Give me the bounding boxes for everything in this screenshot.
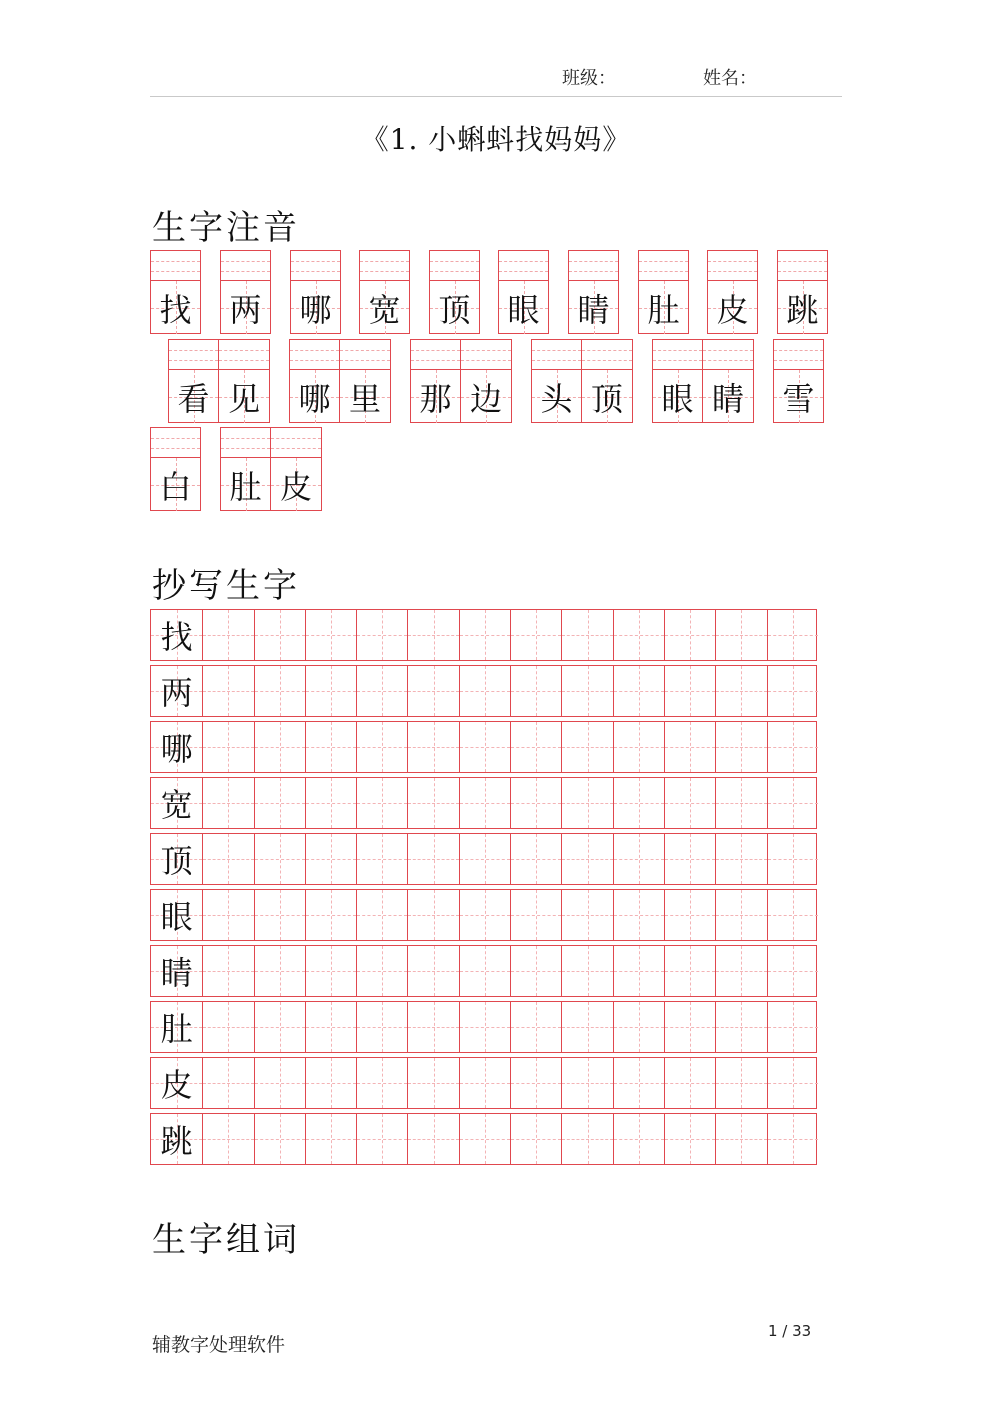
pinyin-cell (773, 339, 824, 423)
practice-row (150, 721, 817, 773)
hanzi-box (290, 370, 339, 423)
pinyin-writing-area[interactable] (430, 251, 479, 281)
practice-cell[interactable] (561, 778, 612, 828)
practice-cell[interactable] (510, 1114, 561, 1164)
practice-cell[interactable] (510, 666, 561, 716)
practice-cell[interactable] (561, 722, 612, 772)
pinyin-writing-area[interactable] (774, 340, 823, 370)
pinyin-cell (429, 250, 480, 334)
pinyin-cell (220, 250, 271, 334)
practice-cell[interactable] (407, 1002, 458, 1052)
hanzi-char: 两 (229, 290, 262, 329)
hanzi-box (703, 370, 753, 423)
practice-cell[interactable] (561, 890, 612, 940)
practice-cell[interactable] (510, 778, 561, 828)
pinyin-group (150, 250, 201, 334)
hanzi-char: 睛 (711, 379, 744, 418)
model-char-cell (151, 1058, 202, 1108)
practice-cell[interactable] (459, 610, 510, 660)
practice-cell[interactable] (202, 946, 253, 996)
model-char-cell (151, 722, 202, 772)
practice-cell[interactable] (254, 1058, 305, 1108)
practice-row (150, 945, 817, 997)
practice-cell[interactable] (202, 890, 253, 940)
hanzi-box (151, 458, 200, 511)
hanzi-box (411, 370, 460, 423)
practice-cell[interactable] (254, 946, 305, 996)
pinyin-writing-area[interactable] (360, 251, 409, 281)
pinyin-cell (290, 250, 341, 334)
pinyin-cell (340, 339, 391, 423)
practice-cell[interactable] (305, 834, 356, 884)
practice-cell[interactable] (664, 890, 715, 940)
practice-cell[interactable] (664, 722, 715, 772)
practice-cell[interactable] (305, 946, 356, 996)
model-char: 眼 (160, 898, 193, 936)
hanzi-box (532, 370, 581, 423)
practice-cell[interactable] (202, 778, 253, 828)
practice-cell[interactable] (356, 890, 407, 940)
pinyin-group (359, 250, 410, 334)
pinyin-cell (703, 339, 754, 423)
practice-cell[interactable] (407, 834, 458, 884)
page-number: 1 / 33 (768, 1322, 812, 1340)
hanzi-char: 肚 (647, 290, 680, 329)
practice-cell[interactable] (715, 1114, 766, 1164)
practice-cell[interactable] (561, 946, 612, 996)
hanzi-box (774, 370, 823, 423)
model-char-cell (151, 890, 202, 940)
section-title-pinyin: 生字注音 (152, 208, 300, 248)
practice-cell[interactable] (715, 722, 766, 772)
practice-cell[interactable] (407, 722, 458, 772)
hanzi-box (221, 281, 270, 334)
hanzi-box (582, 370, 632, 423)
practice-cell[interactable] (613, 1058, 664, 1108)
practice-cell[interactable] (356, 1114, 407, 1164)
practice-cell[interactable] (561, 666, 612, 716)
pinyin-cell (150, 427, 201, 511)
practice-cell[interactable] (715, 778, 766, 828)
practice-cell[interactable] (305, 1002, 356, 1052)
practice-cell[interactable] (510, 890, 561, 940)
practice-cell[interactable] (613, 1002, 664, 1052)
pinyin-writing-area[interactable] (778, 251, 827, 281)
practice-cell[interactable] (356, 778, 407, 828)
practice-cell[interactable] (305, 778, 356, 828)
pinyin-cell (707, 250, 758, 334)
pinyin-cell (289, 339, 340, 423)
practice-cell[interactable] (459, 946, 510, 996)
hanzi-char: 找 (159, 290, 192, 329)
hanzi-char: 哪 (299, 290, 332, 329)
model-char: 肚 (160, 1010, 193, 1048)
pinyin-writing-area[interactable] (708, 251, 757, 281)
practice-cell[interactable] (305, 890, 356, 940)
practice-cell[interactable] (407, 946, 458, 996)
practice-cell[interactable] (305, 1058, 356, 1108)
hanzi-char: 顶 (438, 290, 471, 329)
practice-cell[interactable] (202, 666, 253, 716)
pinyin-cell (359, 250, 410, 334)
hanzi-box (221, 458, 270, 511)
model-char: 睛 (160, 954, 193, 992)
practice-cell[interactable] (715, 610, 766, 660)
practice-cell[interactable] (510, 834, 561, 884)
model-char-cell (151, 834, 202, 884)
pinyin-group (429, 250, 480, 334)
practice-cell[interactable] (613, 610, 664, 660)
practice-cell[interactable] (407, 1058, 458, 1108)
model-char: 宽 (160, 786, 193, 824)
practice-cell[interactable] (459, 1058, 510, 1108)
practice-cell[interactable] (510, 722, 561, 772)
practice-cell[interactable] (664, 666, 715, 716)
hanzi-box (219, 370, 269, 423)
practice-cell[interactable] (767, 666, 818, 716)
model-char: 顶 (160, 842, 193, 880)
pinyin-group (168, 339, 270, 423)
pinyin-writing-area[interactable] (340, 340, 390, 370)
practice-cell[interactable] (459, 722, 510, 772)
practice-cell[interactable] (613, 946, 664, 996)
practice-cell[interactable] (407, 890, 458, 940)
pinyin-writing-area[interactable] (703, 340, 753, 370)
practice-cell[interactable] (459, 778, 510, 828)
practice-cell[interactable] (356, 722, 407, 772)
pinyin-cell (410, 339, 461, 423)
hanzi-box (360, 281, 409, 334)
pinyin-writing-area[interactable] (290, 340, 339, 370)
hanzi-char: 那 (419, 379, 452, 418)
hanzi-box (430, 281, 479, 334)
practice-cell[interactable] (767, 946, 818, 996)
practice-cell[interactable] (202, 1058, 253, 1108)
hanzi-box (340, 370, 390, 423)
hanzi-char: 皮 (279, 467, 312, 506)
hanzi-char: 里 (348, 379, 381, 418)
practice-row (150, 1113, 817, 1165)
practice-cell[interactable] (202, 610, 253, 660)
pinyin-group (707, 250, 758, 334)
hanzi-char: 白 (159, 467, 192, 506)
practice-cell[interactable] (613, 778, 664, 828)
practice-cell[interactable] (613, 890, 664, 940)
pinyin-cell (219, 339, 270, 423)
pinyin-cell (461, 339, 512, 423)
pinyin-cell (150, 250, 201, 334)
practice-cell[interactable] (202, 834, 253, 884)
practice-cell[interactable] (613, 834, 664, 884)
hanzi-box (461, 370, 511, 423)
model-char-cell (151, 1114, 202, 1164)
pinyin-group (410, 339, 512, 423)
practice-cell[interactable] (715, 666, 766, 716)
hanzi-char: 皮 (716, 290, 749, 329)
hanzi-box (151, 281, 200, 334)
pinyin-cell (568, 250, 619, 334)
practice-cell[interactable] (613, 666, 664, 716)
hanzi-char: 边 (469, 379, 502, 418)
practice-row (150, 609, 817, 661)
practice-cell[interactable] (561, 1114, 612, 1164)
practice-cell[interactable] (664, 1002, 715, 1052)
practice-cell[interactable] (356, 834, 407, 884)
pinyin-cell (531, 339, 582, 423)
pinyin-cell (652, 339, 703, 423)
pinyin-group (531, 339, 633, 423)
hanzi-box (499, 281, 548, 334)
practice-cell[interactable] (767, 890, 818, 940)
pinyin-writing-area[interactable] (653, 340, 702, 370)
practice-cell[interactable] (715, 946, 766, 996)
pinyin-group (290, 250, 341, 334)
hanzi-char: 看 (177, 379, 210, 418)
model-char-cell (151, 778, 202, 828)
practice-cell[interactable] (459, 1002, 510, 1052)
pinyin-cell (582, 339, 633, 423)
practice-row (150, 833, 817, 885)
practice-cell[interactable] (664, 610, 715, 660)
model-char: 跳 (160, 1122, 193, 1160)
practice-cell[interactable] (407, 1114, 458, 1164)
footer-software-name: 辅教字处理软件 (152, 1334, 286, 1356)
pinyin-writing-area[interactable] (271, 428, 321, 458)
practice-cell[interactable] (767, 1058, 818, 1108)
pinyin-writing-area[interactable] (582, 340, 632, 370)
hanzi-box (271, 458, 321, 511)
pinyin-cell (498, 250, 549, 334)
practice-cell[interactable] (254, 722, 305, 772)
practice-cell[interactable] (613, 722, 664, 772)
practice-cell[interactable] (305, 722, 356, 772)
hanzi-char: 眼 (507, 290, 540, 329)
pinyin-group (568, 250, 619, 334)
pinyin-writing-area[interactable] (461, 340, 511, 370)
hanzi-char: 睛 (577, 290, 610, 329)
model-char-cell (151, 946, 202, 996)
model-char: 皮 (160, 1066, 193, 1104)
hanzi-char: 见 (227, 379, 260, 418)
practice-row (150, 777, 817, 829)
practice-cell[interactable] (767, 1114, 818, 1164)
pinyin-cell (271, 427, 322, 511)
practice-cell[interactable] (254, 778, 305, 828)
practice-cell[interactable] (767, 778, 818, 828)
hanzi-box (708, 281, 757, 334)
pinyin-writing-area[interactable] (639, 251, 688, 281)
practice-cell[interactable] (510, 610, 561, 660)
hanzi-box (778, 281, 827, 334)
pinyin-cell (220, 427, 271, 511)
model-char-cell (151, 666, 202, 716)
practice-cell[interactable] (664, 1058, 715, 1108)
practice-cell[interactable] (664, 946, 715, 996)
pinyin-group (773, 339, 824, 423)
hanzi-char: 头 (540, 379, 573, 418)
practice-cell[interactable] (561, 1002, 612, 1052)
practice-row (150, 1001, 817, 1053)
practice-cell[interactable] (459, 834, 510, 884)
hanzi-box (639, 281, 688, 334)
section-title-words: 生字组词 (152, 1220, 300, 1260)
practice-cell[interactable] (715, 1002, 766, 1052)
pinyin-writing-area[interactable] (569, 251, 618, 281)
practice-cell[interactable] (561, 834, 612, 884)
pinyin-cell (777, 250, 828, 334)
header-divider (150, 96, 842, 97)
practice-cell[interactable] (254, 890, 305, 940)
practice-cell[interactable] (664, 1114, 715, 1164)
practice-cell[interactable] (715, 834, 766, 884)
practice-cell[interactable] (561, 1058, 612, 1108)
practice-cell[interactable] (664, 778, 715, 828)
model-char: 哪 (160, 730, 193, 768)
practice-cell[interactable] (767, 1002, 818, 1052)
model-char: 找 (160, 618, 193, 656)
practice-cell[interactable] (407, 610, 458, 660)
pinyin-writing-area[interactable] (499, 251, 548, 281)
practice-cell[interactable] (356, 610, 407, 660)
model-char-cell (151, 1002, 202, 1052)
pinyin-writing-area[interactable] (291, 251, 340, 281)
practice-cell[interactable] (202, 1114, 253, 1164)
hanzi-char: 宽 (368, 290, 401, 329)
pinyin-group (777, 250, 828, 334)
hanzi-char: 跳 (786, 290, 819, 329)
pinyin-group (638, 250, 689, 334)
practice-cell[interactable] (356, 1002, 407, 1052)
practice-cell[interactable] (407, 666, 458, 716)
practice-cell[interactable] (510, 1002, 561, 1052)
practice-cell[interactable] (254, 834, 305, 884)
practice-cell[interactable] (613, 1114, 664, 1164)
pinyin-cell (638, 250, 689, 334)
practice-cell[interactable] (561, 610, 612, 660)
model-char: 两 (160, 674, 193, 712)
pinyin-writing-area[interactable] (532, 340, 581, 370)
hanzi-box (169, 370, 218, 423)
practice-cell[interactable] (305, 666, 356, 716)
hanzi-char: 雪 (782, 379, 815, 418)
hanzi-box (653, 370, 702, 423)
hanzi-char: 顶 (590, 379, 623, 418)
pinyin-writing-area[interactable] (219, 340, 269, 370)
model-char-cell (151, 610, 202, 660)
student-name-label: 姓名： (703, 68, 757, 89)
pinyin-writing-area[interactable] (169, 340, 218, 370)
practice-cell[interactable] (305, 1114, 356, 1164)
practice-row (150, 889, 817, 941)
practice-cell[interactable] (767, 610, 818, 660)
practice-cell[interactable] (254, 1002, 305, 1052)
pinyin-writing-area[interactable] (221, 251, 270, 281)
practice-cell[interactable] (254, 610, 305, 660)
pinyin-writing-area[interactable] (151, 428, 200, 458)
pinyin-group (289, 339, 391, 423)
practice-cell[interactable] (459, 1114, 510, 1164)
pinyin-group (498, 250, 549, 334)
pinyin-writing-area[interactable] (221, 428, 270, 458)
practice-cell[interactable] (356, 1058, 407, 1108)
practice-cell[interactable] (715, 890, 766, 940)
practice-cell[interactable] (510, 1058, 561, 1108)
practice-cell[interactable] (202, 722, 253, 772)
practice-cell[interactable] (767, 722, 818, 772)
practice-cell[interactable] (510, 946, 561, 996)
practice-cell[interactable] (305, 610, 356, 660)
practice-cell[interactable] (254, 1114, 305, 1164)
pinyin-cell (168, 339, 219, 423)
practice-cell[interactable] (356, 946, 407, 996)
pinyin-group (220, 427, 322, 511)
practice-cell[interactable] (767, 834, 818, 884)
section-title-copy: 抄写生字 (152, 566, 300, 606)
practice-cell[interactable] (664, 834, 715, 884)
practice-cell[interactable] (715, 1058, 766, 1108)
pinyin-group (220, 250, 271, 334)
hanzi-char: 眼 (661, 379, 694, 418)
practice-row (150, 1057, 817, 1109)
practice-cell[interactable] (254, 666, 305, 716)
practice-cell[interactable] (459, 666, 510, 716)
hanzi-char: 哪 (298, 379, 331, 418)
lesson-title: 《1. 小蝌蚪找妈妈》 (360, 123, 632, 156)
pinyin-writing-area[interactable] (411, 340, 460, 370)
hanzi-box (569, 281, 618, 334)
practice-cell[interactable] (202, 1002, 253, 1052)
practice-row (150, 665, 817, 717)
practice-cell[interactable] (356, 666, 407, 716)
pinyin-writing-area[interactable] (151, 251, 200, 281)
practice-cell[interactable] (407, 778, 458, 828)
pinyin-group (150, 427, 201, 511)
hanzi-char: 肚 (229, 467, 262, 506)
class-label: 班级： (562, 68, 616, 89)
pinyin-group (652, 339, 754, 423)
practice-cell[interactable] (459, 890, 510, 940)
hanzi-box (291, 281, 340, 334)
